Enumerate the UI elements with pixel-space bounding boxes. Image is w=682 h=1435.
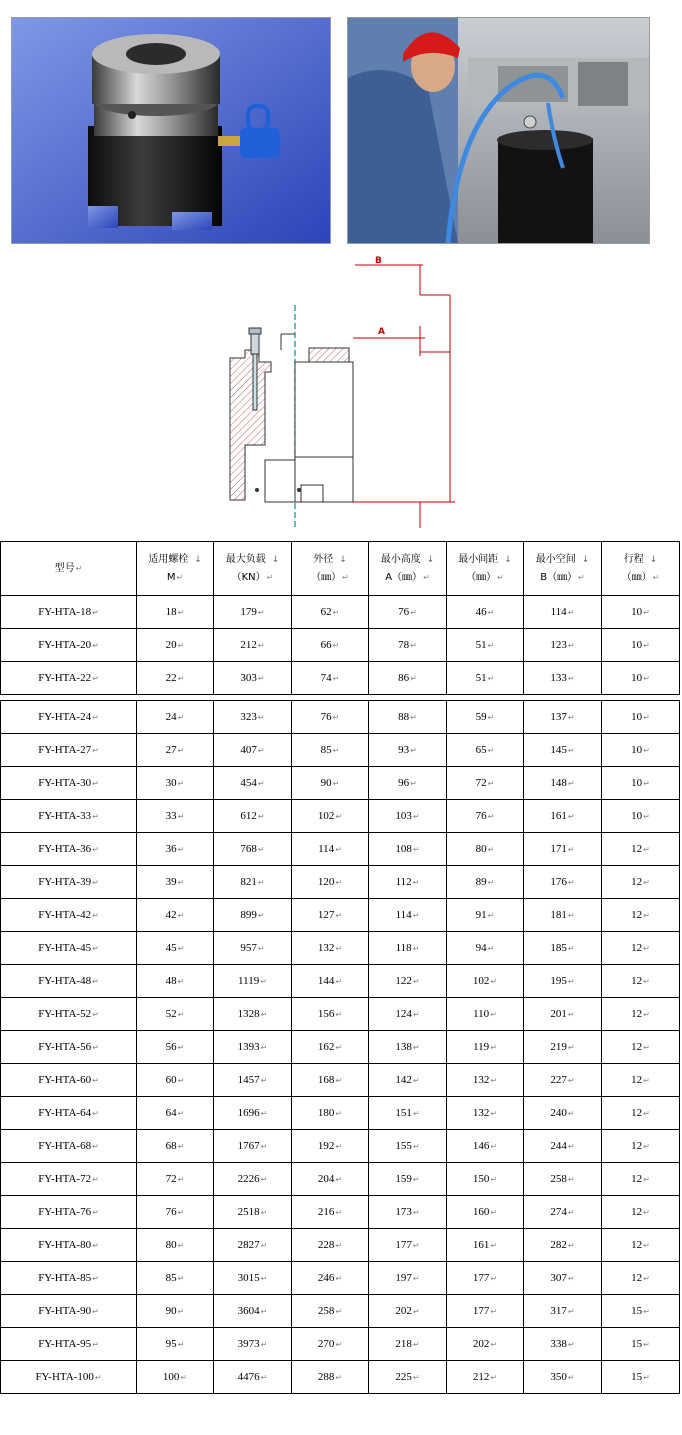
cell-min-space: 219↵ xyxy=(524,1031,602,1064)
cell-min-spacing: 146↵ xyxy=(447,1130,524,1163)
cell-outer-diameter: 270↵ xyxy=(292,1328,369,1361)
cell-max-load: 1767↵ xyxy=(214,1130,292,1163)
cell-stroke: 10↵ xyxy=(602,734,680,767)
cell-min-height: 177↵ xyxy=(369,1229,447,1262)
cell-bolt-size: 95↵ xyxy=(137,1328,214,1361)
cell-min-spacing: 119↵ xyxy=(447,1031,524,1064)
cell-stroke: 10↵ xyxy=(602,767,680,800)
cell-model: FY-HTA-36↵ xyxy=(1,833,137,866)
table-row xyxy=(1,1361,680,1394)
cell-min-space: 176↵ xyxy=(524,866,602,899)
cell-min-height: 159↵ xyxy=(369,1163,447,1196)
table-row xyxy=(1,1031,680,1064)
table-row xyxy=(1,629,680,662)
header-outer-diameter: 外径 ↓ （㎜）↵ xyxy=(292,542,369,596)
cell-min-space: 161↵ xyxy=(524,800,602,833)
table-row xyxy=(1,1130,680,1163)
cell-bolt-size: 80↵ xyxy=(137,1229,214,1262)
cell-model: FY-HTA-52↵ xyxy=(1,998,137,1031)
table-row xyxy=(1,866,680,899)
cell-min-space: 181↵ xyxy=(524,899,602,932)
table-row xyxy=(1,1295,680,1328)
cell-min-spacing: 76↵ xyxy=(447,800,524,833)
cell-model: FY-HTA-48↵ xyxy=(1,965,137,998)
cell-min-spacing: 65↵ xyxy=(447,734,524,767)
cell-max-load: 407↵ xyxy=(214,734,292,767)
cell-min-space: 133↵ xyxy=(524,662,602,695)
cell-bolt-size: 20↵ xyxy=(137,629,214,662)
cell-max-load: 1696↵ xyxy=(214,1097,292,1130)
cell-outer-diameter: 102↵ xyxy=(292,800,369,833)
cell-model: FY-HTA-80↵ xyxy=(1,1229,137,1262)
cell-model: FY-HTA-20↵ xyxy=(1,629,137,662)
cell-max-load: 768↵ xyxy=(214,833,292,866)
cell-stroke: 15↵ xyxy=(602,1295,680,1328)
cell-min-height: 78↵ xyxy=(369,629,447,662)
cell-outer-diameter: 246↵ xyxy=(292,1262,369,1295)
cell-stroke: 10↵ xyxy=(602,701,680,734)
cell-outer-diameter: 66↵ xyxy=(292,629,369,662)
cell-bolt-size: 52↵ xyxy=(137,998,214,1031)
cell-max-load: 454↵ xyxy=(214,767,292,800)
table-row xyxy=(1,1163,680,1196)
cell-min-height: 151↵ xyxy=(369,1097,447,1130)
cell-min-height: 114↵ xyxy=(369,899,447,932)
cell-min-height: 197↵ xyxy=(369,1262,447,1295)
cell-min-space: 185↵ xyxy=(524,932,602,965)
table-row xyxy=(1,701,680,734)
cell-min-spacing: 177↵ xyxy=(447,1295,524,1328)
table-row xyxy=(1,998,680,1031)
cell-min-spacing: 132↵ xyxy=(447,1097,524,1130)
cell-max-load: 179↵ xyxy=(214,596,292,629)
table-row xyxy=(1,1064,680,1097)
product-photo-tensioner xyxy=(11,17,331,244)
cell-model: FY-HTA-42↵ xyxy=(1,899,137,932)
cell-bolt-size: 100↵ xyxy=(137,1361,214,1394)
cell-bolt-size: 68↵ xyxy=(137,1130,214,1163)
table-row xyxy=(1,833,680,866)
cell-min-height: 138↵ xyxy=(369,1031,447,1064)
cell-min-spacing: 89↵ xyxy=(447,866,524,899)
cell-max-load: 1393↵ xyxy=(214,1031,292,1064)
header-min-height: 最小高度 ↓ A（㎜）↵ xyxy=(369,542,447,596)
cell-min-spacing: 94↵ xyxy=(447,932,524,965)
cell-min-space: 171↵ xyxy=(524,833,602,866)
cell-model: FY-HTA-45↵ xyxy=(1,932,137,965)
cell-max-load: 2827↵ xyxy=(214,1229,292,1262)
cell-min-height: 76↵ xyxy=(369,596,447,629)
cell-bolt-size: 36↵ xyxy=(137,833,214,866)
cell-min-height: 218↵ xyxy=(369,1328,447,1361)
cell-min-height: 142↵ xyxy=(369,1064,447,1097)
cell-max-load: 303↵ xyxy=(214,662,292,695)
cell-min-height: 173↵ xyxy=(369,1196,447,1229)
cell-min-spacing: 110↵ xyxy=(447,998,524,1031)
cell-stroke: 10↵ xyxy=(602,662,680,695)
cell-min-spacing: 177↵ xyxy=(447,1262,524,1295)
cell-model: FY-HTA-18↵ xyxy=(1,596,137,629)
cell-bolt-size: 27↵ xyxy=(137,734,214,767)
cell-min-spacing: 46↵ xyxy=(447,596,524,629)
table-row xyxy=(1,800,680,833)
cell-model: FY-HTA-60↵ xyxy=(1,1064,137,1097)
cell-min-spacing: 72↵ xyxy=(447,767,524,800)
cell-min-space: 274↵ xyxy=(524,1196,602,1229)
cell-outer-diameter: 168↵ xyxy=(292,1064,369,1097)
cell-stroke: 12↵ xyxy=(602,1163,680,1196)
cell-bolt-size: 39↵ xyxy=(137,866,214,899)
cell-min-space: 258↵ xyxy=(524,1163,602,1196)
cell-outer-diameter: 120↵ xyxy=(292,866,369,899)
cell-outer-diameter: 127↵ xyxy=(292,899,369,932)
cell-min-height: 96↵ xyxy=(369,767,447,800)
cell-min-space: 282↵ xyxy=(524,1229,602,1262)
cell-outer-diameter: 180↵ xyxy=(292,1097,369,1130)
cell-model: FY-HTA-30↵ xyxy=(1,767,137,800)
cell-outer-diameter: 216↵ xyxy=(292,1196,369,1229)
cell-bolt-size: 22↵ xyxy=(137,662,214,695)
table-row xyxy=(1,1262,680,1295)
cell-min-space: 317↵ xyxy=(524,1295,602,1328)
table-header-row xyxy=(1,542,680,596)
cell-min-space: 195↵ xyxy=(524,965,602,998)
cell-model: FY-HTA-64↵ xyxy=(1,1097,137,1130)
cell-min-spacing: 51↵ xyxy=(447,629,524,662)
cell-max-load: 3015↵ xyxy=(214,1262,292,1295)
cell-min-height: 112↵ xyxy=(369,866,447,899)
table-row xyxy=(1,1328,680,1361)
cell-model: FY-HTA-76↵ xyxy=(1,1196,137,1229)
cell-max-load: 3973↵ xyxy=(214,1328,292,1361)
cell-bolt-size: 33↵ xyxy=(137,800,214,833)
cell-stroke: 15↵ xyxy=(602,1328,680,1361)
table-row xyxy=(1,1196,680,1229)
cell-model: FY-HTA-22↵ xyxy=(1,662,137,695)
cell-stroke: 10↵ xyxy=(602,596,680,629)
cell-stroke: 12↵ xyxy=(602,1031,680,1064)
cell-min-spacing: 51↵ xyxy=(447,662,524,695)
cell-max-load: 4476↵ xyxy=(214,1361,292,1394)
cell-min-height: 202↵ xyxy=(369,1295,447,1328)
cell-stroke: 10↵ xyxy=(602,629,680,662)
cell-bolt-size: 42↵ xyxy=(137,899,214,932)
cell-bolt-size: 60↵ xyxy=(137,1064,214,1097)
cell-min-space: 148↵ xyxy=(524,767,602,800)
cell-bolt-size: 45↵ xyxy=(137,932,214,965)
cell-min-spacing: 132↵ xyxy=(447,1064,524,1097)
table-row xyxy=(1,596,680,629)
cell-max-load: 957↵ xyxy=(214,932,292,965)
cell-max-load: 323↵ xyxy=(214,701,292,734)
header-bolt-size: 适用螺栓 ↓ M↵ xyxy=(137,542,214,596)
cell-min-spacing: 91↵ xyxy=(447,899,524,932)
cell-min-space: 227↵ xyxy=(524,1064,602,1097)
cell-outer-diameter: 162↵ xyxy=(292,1031,369,1064)
cell-outer-diameter: 144↵ xyxy=(292,965,369,998)
cell-min-space: 244↵ xyxy=(524,1130,602,1163)
cell-stroke: 12↵ xyxy=(602,1229,680,1262)
cell-min-height: 155↵ xyxy=(369,1130,447,1163)
cell-model: FY-HTA-90↵ xyxy=(1,1295,137,1328)
cell-outer-diameter: 288↵ xyxy=(292,1361,369,1394)
cell-min-space: 240↵ xyxy=(524,1097,602,1130)
dimension-label-a: A xyxy=(378,327,385,337)
cell-bolt-size: 72↵ xyxy=(137,1163,214,1196)
cell-outer-diameter: 204↵ xyxy=(292,1163,369,1196)
cell-stroke: 12↵ xyxy=(602,1262,680,1295)
cell-outer-diameter: 114↵ xyxy=(292,833,369,866)
cell-stroke: 12↵ xyxy=(602,899,680,932)
cell-model: FY-HTA-95↵ xyxy=(1,1328,137,1361)
header-model: 型号↵ xyxy=(1,542,137,596)
cell-outer-diameter: 156↵ xyxy=(292,998,369,1031)
header-min-spacing: 最小间距 ↓ （㎜）↵ xyxy=(447,542,524,596)
cell-stroke: 12↵ xyxy=(602,932,680,965)
cell-stroke: 12↵ xyxy=(602,1064,680,1097)
cell-min-spacing: 102↵ xyxy=(447,965,524,998)
header-stroke: 行程 ↓ （㎜）↵ xyxy=(602,542,680,596)
header-max-load: 最大负载 ↓ （KN）↵ xyxy=(214,542,292,596)
cell-bolt-size: 76↵ xyxy=(137,1196,214,1229)
cell-min-space: 137↵ xyxy=(524,701,602,734)
cell-min-height: 118↵ xyxy=(369,932,447,965)
cell-model: FY-HTA-56↵ xyxy=(1,1031,137,1064)
cell-stroke: 12↵ xyxy=(602,866,680,899)
cell-model: FY-HTA-33↵ xyxy=(1,800,137,833)
dimension-diagram xyxy=(215,250,465,530)
cell-min-spacing: 150↵ xyxy=(447,1163,524,1196)
cell-min-space: 338↵ xyxy=(524,1328,602,1361)
cell-max-load: 1119↵ xyxy=(214,965,292,998)
cell-max-load: 2226↵ xyxy=(214,1163,292,1196)
cell-outer-diameter: 192↵ xyxy=(292,1130,369,1163)
cell-stroke: 12↵ xyxy=(602,965,680,998)
cell-min-height: 108↵ xyxy=(369,833,447,866)
cell-model: FY-HTA-27↵ xyxy=(1,734,137,767)
cell-stroke: 15↵ xyxy=(602,1361,680,1394)
cell-min-space: 145↵ xyxy=(524,734,602,767)
table-row xyxy=(1,1229,680,1262)
dimension-label-b: B xyxy=(375,256,382,266)
spec-table xyxy=(0,541,680,1394)
cell-min-height: 103↵ xyxy=(369,800,447,833)
cell-min-spacing: 161↵ xyxy=(447,1229,524,1262)
cell-max-load: 1328↵ xyxy=(214,998,292,1031)
cell-model: FY-HTA-24↵ xyxy=(1,701,137,734)
cell-bolt-size: 56↵ xyxy=(137,1031,214,1064)
table-row xyxy=(1,734,680,767)
table-row xyxy=(1,662,680,695)
cell-outer-diameter: 85↵ xyxy=(292,734,369,767)
cell-outer-diameter: 74↵ xyxy=(292,662,369,695)
cell-min-spacing: 212↵ xyxy=(447,1361,524,1394)
cell-stroke: 12↵ xyxy=(602,1130,680,1163)
cell-stroke: 10↵ xyxy=(602,800,680,833)
cell-stroke: 12↵ xyxy=(602,998,680,1031)
cell-bolt-size: 85↵ xyxy=(137,1262,214,1295)
cell-min-height: 93↵ xyxy=(369,734,447,767)
cell-model: FY-HTA-85↵ xyxy=(1,1262,137,1295)
cell-max-load: 1457↵ xyxy=(214,1064,292,1097)
cell-max-load: 212↵ xyxy=(214,629,292,662)
cell-max-load: 612↵ xyxy=(214,800,292,833)
table-row xyxy=(1,767,680,800)
cell-min-space: 114↵ xyxy=(524,596,602,629)
cell-min-spacing: 80↵ xyxy=(447,833,524,866)
cell-bolt-size: 24↵ xyxy=(137,701,214,734)
cell-outer-diameter: 76↵ xyxy=(292,701,369,734)
cell-model: FY-HTA-68↵ xyxy=(1,1130,137,1163)
cell-min-spacing: 59↵ xyxy=(447,701,524,734)
cell-max-load: 3604↵ xyxy=(214,1295,292,1328)
cell-outer-diameter: 132↵ xyxy=(292,932,369,965)
cell-max-load: 2518↵ xyxy=(214,1196,292,1229)
cell-bolt-size: 64↵ xyxy=(137,1097,214,1130)
cell-bolt-size: 30↵ xyxy=(137,767,214,800)
cell-model: FY-HTA-39↵ xyxy=(1,866,137,899)
table-row xyxy=(1,899,680,932)
cell-outer-diameter: 228↵ xyxy=(292,1229,369,1262)
table-row xyxy=(1,1097,680,1130)
cell-bolt-size: 18↵ xyxy=(137,596,214,629)
cell-model: FY-HTA-100↵ xyxy=(1,1361,137,1394)
cell-min-height: 88↵ xyxy=(369,701,447,734)
table-row xyxy=(1,965,680,998)
cell-stroke: 12↵ xyxy=(602,1097,680,1130)
cell-min-space: 123↵ xyxy=(524,629,602,662)
cell-min-spacing: 160↵ xyxy=(447,1196,524,1229)
cell-stroke: 12↵ xyxy=(602,833,680,866)
cell-min-height: 122↵ xyxy=(369,965,447,998)
application-photo-worker xyxy=(347,17,650,244)
table-row xyxy=(1,932,680,965)
cell-min-space: 201↵ xyxy=(524,998,602,1031)
cell-min-height: 225↵ xyxy=(369,1361,447,1394)
cell-min-height: 86↵ xyxy=(369,662,447,695)
cell-outer-diameter: 62↵ xyxy=(292,596,369,629)
cell-bolt-size: 90↵ xyxy=(137,1295,214,1328)
cell-outer-diameter: 90↵ xyxy=(292,767,369,800)
cell-max-load: 821↵ xyxy=(214,866,292,899)
cell-model: FY-HTA-72↵ xyxy=(1,1163,137,1196)
cell-stroke: 12↵ xyxy=(602,1196,680,1229)
cell-outer-diameter: 258↵ xyxy=(292,1295,369,1328)
cell-bolt-size: 48↵ xyxy=(137,965,214,998)
cell-max-load: 899↵ xyxy=(214,899,292,932)
cell-min-height: 124↵ xyxy=(369,998,447,1031)
cell-min-space: 350↵ xyxy=(524,1361,602,1394)
header-min-space: 最小空间 ↓ B（㎜）↵ xyxy=(524,542,602,596)
cell-min-spacing: 202↵ xyxy=(447,1328,524,1361)
cell-min-space: 307↵ xyxy=(524,1262,602,1295)
